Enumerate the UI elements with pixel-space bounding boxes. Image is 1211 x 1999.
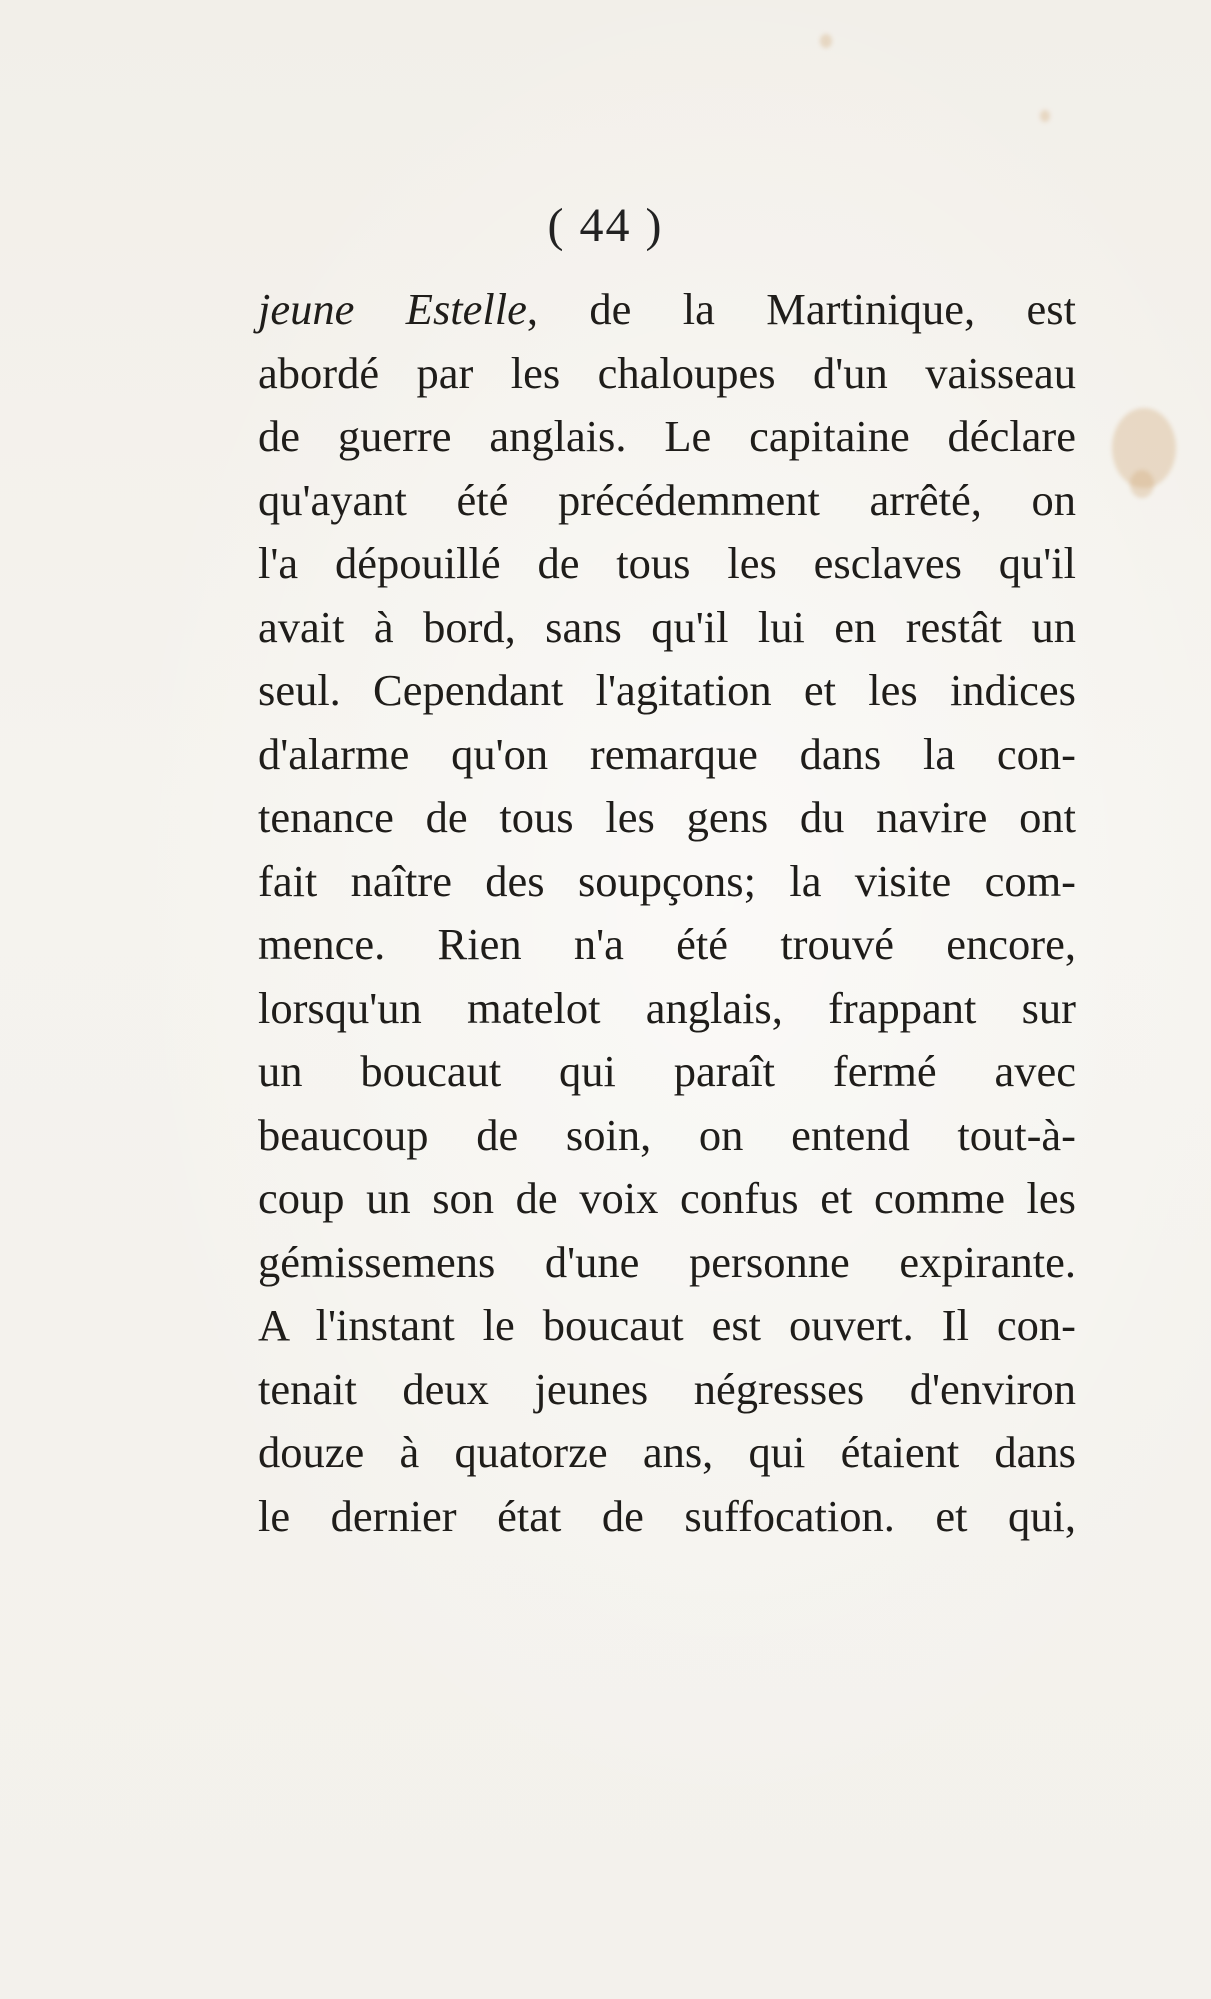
paper-stain [1040, 110, 1050, 122]
text-line: fait naître des soupçons; la visite com- [258, 855, 1076, 906]
text-line: le dernier état de suffocation. et qui, [258, 1490, 1076, 1541]
text-line: mence. Rien n'a été trouvé encore, [258, 919, 1076, 969]
text-line: tenance de tous les gens du navire ont [258, 792, 1076, 842]
text-line [258, 278, 1076, 342]
body-text [258, 278, 1076, 1548]
text-line: beaucoup de soin, on entend tout-à- [258, 1109, 1076, 1160]
text-line: A l'instant le boucaut est ouvert. Il con- [258, 1300, 1076, 1350]
text-line: l'a dépouillé de tous les esclaves qu'il [258, 538, 1076, 588]
text-line: lorsqu'un matelot anglais, frappant sur [258, 982, 1076, 1033]
text-line: un boucaut qui paraît fermé avec [258, 1046, 1076, 1096]
text-line: de guerre anglais. Le capitaine déclare [258, 411, 1076, 461]
text-line: avait à bord, sans qu'il lui en restât un [258, 601, 1076, 652]
paper-stain [820, 34, 832, 48]
text-line: d'alarme qu'on remarque dans la con- [258, 728, 1076, 779]
paper-stain [1130, 470, 1154, 498]
italic-name: jeune Estelle [258, 284, 527, 334]
text-line: qu'ayant été précédemment arrêté, on [258, 474, 1076, 525]
text-line: seul. Cependant l'agitation et les indices [258, 665, 1076, 715]
text-line: coup un son de voix confus et comme les [258, 1173, 1076, 1223]
text-line-content: , de la Martinique, est [526, 284, 1076, 334]
text-line: douze à quatorze ans, qui étaient dans [258, 1427, 1076, 1477]
page-number: ( 44 ) [547, 199, 664, 252]
text-line: abordé par les chaloupes d'un vaisseau [258, 347, 1076, 398]
text-line: tenait deux jeunes négresses d'environ [258, 1363, 1076, 1414]
text-line: gémissemens d'une personne expirante. [258, 1236, 1076, 1287]
